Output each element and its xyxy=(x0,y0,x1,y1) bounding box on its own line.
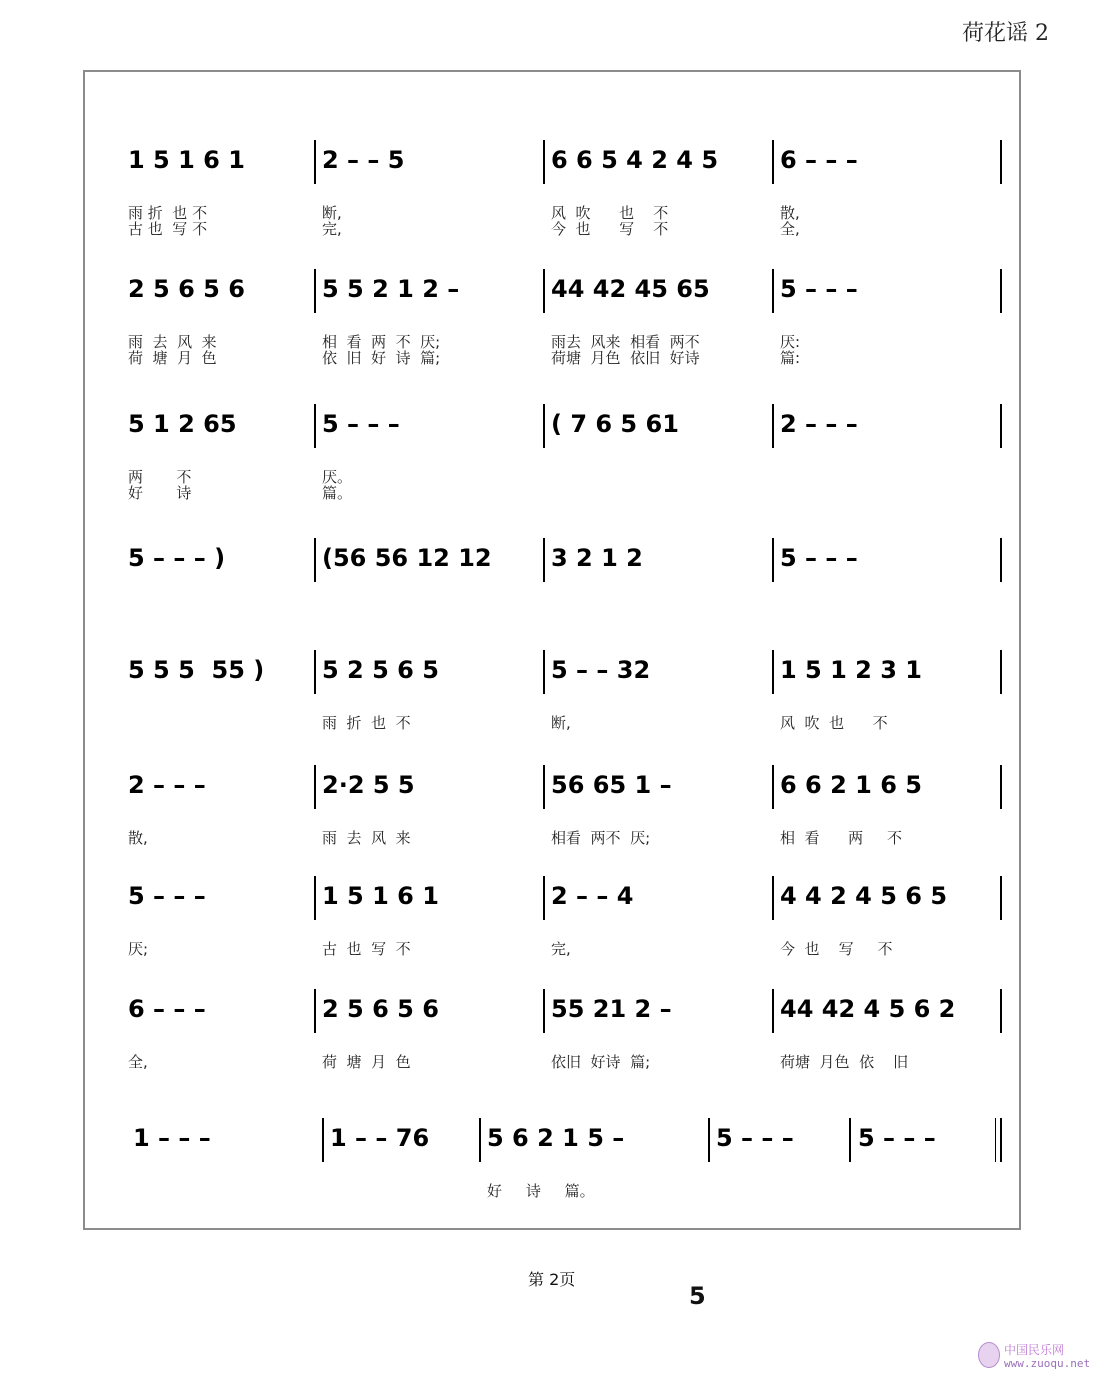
lyric-line: 雨 去 风 来 xyxy=(322,829,411,847)
lyric-line: 荷塘 月色 依 旧 xyxy=(780,1053,909,1071)
lyric-line: 雨 去 风 来 xyxy=(128,333,217,351)
barline xyxy=(1000,765,1002,809)
barline xyxy=(543,765,545,809)
measure-notes: 1 5 1 6 1 xyxy=(322,882,439,910)
barline xyxy=(772,404,774,448)
watermark-line1: 中国民乐网 xyxy=(1004,1343,1065,1357)
measure-notes: 5 – – 32 xyxy=(551,656,651,684)
page-number: 5 xyxy=(689,1282,706,1310)
measure-notes: 5 – – – xyxy=(858,1124,936,1152)
measure-notes: 1 – – – xyxy=(133,1124,211,1152)
lyric-line: 雨 折 也 不 xyxy=(322,714,411,732)
measure-notes: 5 6 2 1 5 – xyxy=(487,1124,625,1152)
lyric-line: 荷 塘 月 色 xyxy=(322,1053,411,1071)
barline xyxy=(1000,140,1002,184)
measure-notes: 2 – – – xyxy=(780,410,858,438)
measure-notes: (56 56 12 12 xyxy=(322,544,492,572)
barline xyxy=(543,650,545,694)
lyric-line: 古 也 写 不 xyxy=(128,220,208,238)
barline xyxy=(314,404,316,448)
lyric-line: 相 看 两 不 厌; xyxy=(322,333,441,351)
lyric-line: 散, xyxy=(780,204,800,222)
measure-notes: 5 – – – ) xyxy=(128,544,226,572)
measure-notes: ( 7 6 5 61 xyxy=(551,410,679,438)
measure-notes: 6 – – – xyxy=(780,146,858,174)
lyric-line: 完, xyxy=(551,940,571,958)
barline xyxy=(543,538,545,582)
measure-notes: 6 6 2 1 6 5 xyxy=(780,771,922,799)
barline xyxy=(772,876,774,920)
measure-notes: 5 5 5 55 ) xyxy=(128,656,265,684)
measure-notes: 4 4 2 4 5 6 5 xyxy=(780,882,948,910)
barline xyxy=(322,1118,324,1162)
lyric-line: 厌: xyxy=(780,333,801,351)
measure-notes: 3 2 1 2 xyxy=(551,544,643,572)
barline xyxy=(314,876,316,920)
barline xyxy=(314,650,316,694)
barline xyxy=(543,989,545,1033)
barline xyxy=(1000,876,1002,920)
barline xyxy=(772,269,774,313)
barline xyxy=(772,140,774,184)
final-barline xyxy=(995,1118,996,1162)
lyric-line: 古 也 写 不 xyxy=(322,940,411,958)
lyric-line: 厌。 xyxy=(322,468,353,486)
measure-notes: 2 5 6 5 6 xyxy=(128,275,245,303)
lyric-line: 好 诗 xyxy=(128,484,192,502)
header-title: 荷花谣 2 xyxy=(962,21,1049,46)
barline xyxy=(1000,1118,1002,1162)
barline xyxy=(314,140,316,184)
lyric-line: 厌; xyxy=(128,940,149,958)
lyric-line: 依旧 好诗 篇; xyxy=(551,1053,651,1071)
measure-notes: 1 – – 76 xyxy=(330,1124,430,1152)
measure-notes: 2 – – 4 xyxy=(551,882,634,910)
lyric-line: 依 旧 好 诗 篇; xyxy=(322,349,441,367)
measure-notes: 5 1 2 65 xyxy=(128,410,237,438)
measure-notes: 5 – – – xyxy=(780,275,858,303)
watermark xyxy=(976,1338,1096,1372)
measure-notes: 55 21 2 – xyxy=(551,995,672,1023)
measure-notes: 44 42 45 65 xyxy=(551,275,710,303)
measure-notes: 6 – – – xyxy=(128,995,206,1023)
lyric-line: 全, xyxy=(128,1053,148,1071)
lyric-line: 篇。 xyxy=(322,484,353,502)
barline xyxy=(1000,650,1002,694)
measure-notes: 2 5 6 5 6 xyxy=(322,995,439,1023)
lyric-line: 完, xyxy=(322,220,342,238)
measure-notes: 44 42 4 5 6 2 xyxy=(780,995,956,1023)
barline xyxy=(708,1118,710,1162)
barline xyxy=(772,989,774,1033)
barline xyxy=(314,538,316,582)
lyric-line: 荷 塘 月 色 xyxy=(128,349,217,367)
lyric-line: 篇: xyxy=(780,349,801,367)
lyric-line: 今 也 写 不 xyxy=(551,220,669,238)
barline xyxy=(314,989,316,1033)
barline xyxy=(1000,404,1002,448)
barline xyxy=(772,765,774,809)
barline xyxy=(543,404,545,448)
measure-notes: 2 – – – xyxy=(128,771,206,799)
barline xyxy=(1000,989,1002,1033)
lyric-line: 两 不 xyxy=(128,468,192,486)
barline xyxy=(772,650,774,694)
lyric-line: 风 吹 也 不 xyxy=(551,204,669,222)
lyric-line: 散, xyxy=(128,829,148,847)
measure-notes: 1 5 1 2 3 1 xyxy=(780,656,922,684)
barline xyxy=(543,140,545,184)
watermark-logo-icon xyxy=(978,1342,1000,1368)
measure-notes: 6 6 5 4 2 4 5 xyxy=(551,146,719,174)
measure-notes: 5 – – – xyxy=(716,1124,794,1152)
barline xyxy=(1000,269,1002,313)
barline xyxy=(849,1118,851,1162)
measure-notes: 56 65 1 – xyxy=(551,771,672,799)
barline xyxy=(543,876,545,920)
measure-notes: 5 – – – xyxy=(322,410,400,438)
lyric-line: 风 吹 也 不 xyxy=(780,714,888,732)
measure-notes: 2·2 5 5 xyxy=(322,771,415,799)
measure-notes: 2 – – 5 xyxy=(322,146,405,174)
lyric-line: 好 诗 篇。 xyxy=(487,1182,595,1200)
lyric-line: 荷塘 月色 依旧 好诗 xyxy=(551,349,700,367)
lyric-line: 相 看 两 不 xyxy=(780,829,902,847)
measure-notes: 5 – – – xyxy=(128,882,206,910)
watermark-line2: www.zuoqu.net xyxy=(1004,1357,1091,1370)
lyric-line: 断, xyxy=(551,714,571,732)
measure-notes: 5 2 5 6 5 xyxy=(322,656,439,684)
lyric-line: 相看 两不 厌; xyxy=(551,829,651,847)
lyric-line: 雨 折 也 不 xyxy=(128,204,208,222)
barline xyxy=(543,269,545,313)
measure-notes: 5 5 2 1 2 – xyxy=(322,275,460,303)
barline xyxy=(772,538,774,582)
page-label: 第 2页 xyxy=(528,1270,576,1289)
lyric-line: 雨去 风来 相看 两不 xyxy=(551,333,700,351)
barline xyxy=(314,269,316,313)
lyric-line: 断, xyxy=(322,204,342,222)
barline xyxy=(1000,538,1002,582)
lyric-line: 今 也 写 不 xyxy=(780,940,893,958)
barline xyxy=(479,1118,481,1162)
measure-notes: 1 5 1 6 1 xyxy=(128,146,245,174)
barline xyxy=(314,765,316,809)
measure-notes: 5 – – – xyxy=(780,544,858,572)
lyric-line: 全, xyxy=(780,220,800,238)
